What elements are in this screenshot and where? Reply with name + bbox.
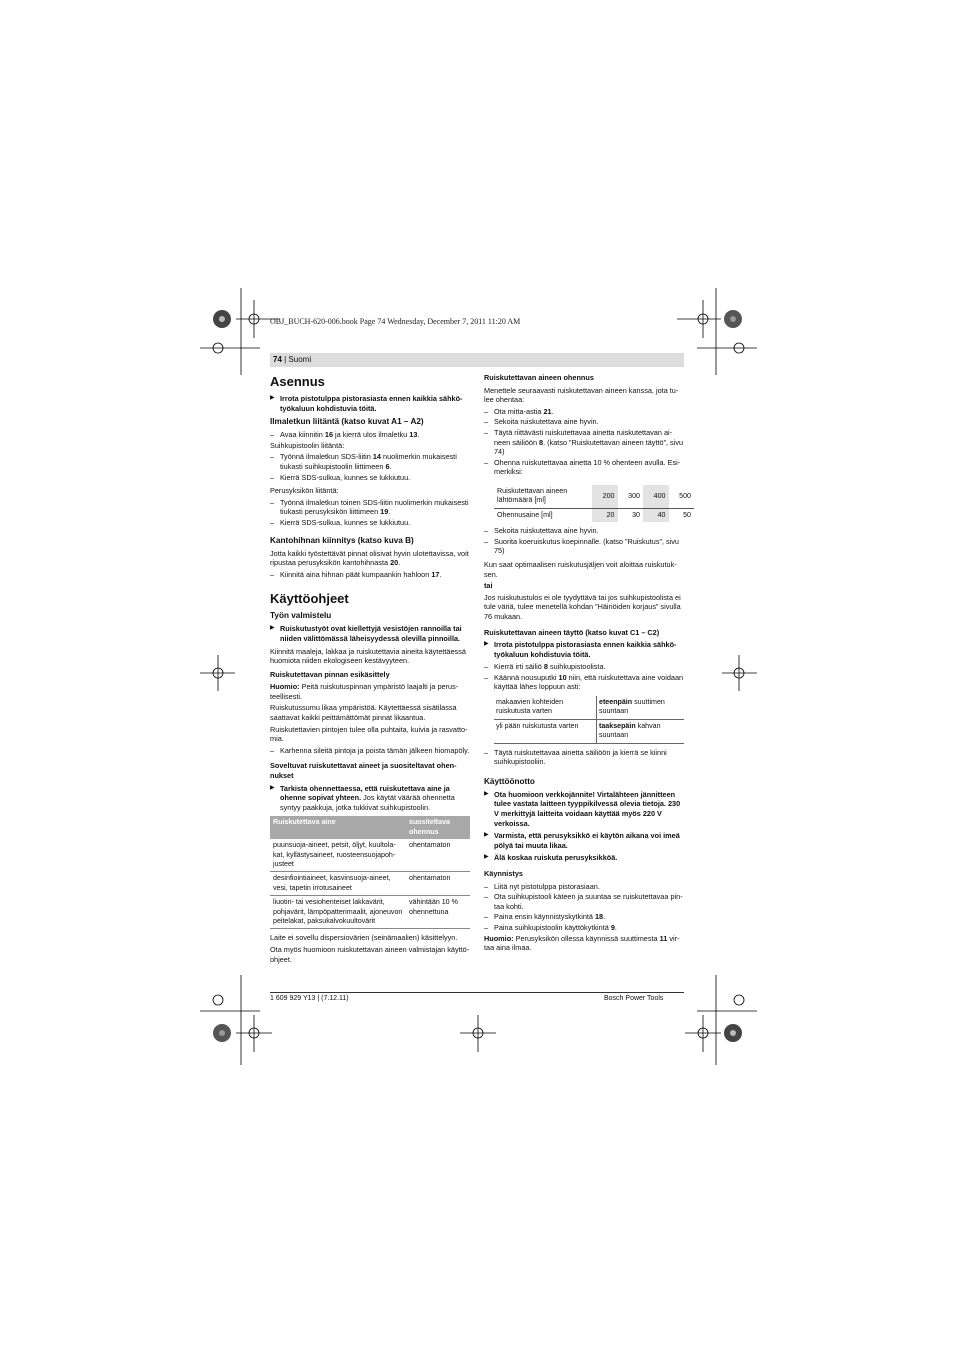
bullet-triangle-icon: ▶ bbox=[484, 832, 489, 839]
footer-doc-number: 1 609 929 Y13 | (7.12.11) bbox=[270, 995, 349, 1002]
page-number: 74 bbox=[273, 355, 282, 364]
list-item: – Sekoita ruiskutettava aine hyvin. bbox=[484, 417, 599, 427]
warning-unplug: ▶ Irrota pistotulppa pistorasiasta ennen kaikkia sähkötyökaluun kohdistuvia töitä. bbox=[270, 394, 463, 413]
document-meta-line: OBJ_BUCH-620-006.book Page 74 Wednesday, December 7, 2011 11:20 AM bbox=[270, 317, 521, 326]
list-item: – Täytä riittävästi ruiskutettavaa ainetta ruiskutettavan aineen säiliöön 8. (katso ”Ruiskutettavan aineen täyttö”, sivu 74) bbox=[484, 427, 684, 457]
heading-kayttoohjeet: Käyttöohjeet bbox=[270, 591, 349, 607]
list-item: – Kiinnitä aina hihnan päät kumpaankin hahloon 17. bbox=[270, 569, 442, 579]
subheading-kaynnistys: Käynnistys bbox=[484, 869, 523, 879]
section-name: | Suomi bbox=[281, 355, 312, 364]
list-item: – Työnnä ilmaletkun toinen SDS-liitin nuolimerkin mukaisesti tiukasti perusyksikön liittimeen 19. bbox=[270, 497, 469, 517]
warning-unplug: ▶ Irrota pistotulppa pistorasiasta ennen kaikkia sähkötyökaluun kohdistuvia töitä. bbox=[484, 640, 677, 659]
list-item: – Kierrä SDS-sulkua, kunnes se lukkiutuu. bbox=[270, 472, 411, 482]
bullet-triangle-icon: ▶ bbox=[270, 395, 275, 401]
page-header bbox=[273, 355, 311, 364]
warning-waters: ▶ Ruiskutustyöt ovat kiellettyjä vesistöjen rannoilla tai niiden välittömässä läheisyydessä olevilla pinnoilla. bbox=[270, 624, 462, 643]
subheading-pinnan: Ruiskutettavan pinnan esikäsittely bbox=[270, 669, 390, 679]
subheading-soveltuvat: Soveltuvat ruiskutettavat aineet ja suositeltavat ohennukset bbox=[270, 761, 457, 781]
subheading-ohennus: Ruiskutettavan aineen ohennus bbox=[484, 373, 594, 382]
paragraph: Ruiskutettavien pintojen tulee olla puhtaita, kuivia ja rasvattomia. bbox=[270, 724, 468, 744]
list-item: – Liitä nyt pistotulppa pistorasiaan. bbox=[484, 881, 600, 891]
bullet-triangle-icon: ▶ bbox=[270, 784, 275, 791]
warning-voltage: ▶ Ota huomioon verkkojännite! Virtalähteen jännitteen tulee vastata laitteen tyyppikilvessä olevia tietoja. 230 V merkittyjä laitteita voidaan käyttää myös 220 V verkoissa. bbox=[484, 789, 681, 828]
table-row: yli pään ruiskutusta varten taaksepäin kahvan suuntaan bbox=[494, 719, 684, 743]
list-item: – Paina ensin käynnistyskytkintä 18. bbox=[484, 912, 606, 922]
paragraph: Kun saat optimaalisen ruiskutusjäljen voit aloittaa ruiskutuksen. bbox=[484, 559, 677, 579]
paragraph: Ota myös huomioon ruiskutettavan aineen valmistajan käyttöohjeet. bbox=[270, 945, 470, 964]
list-item: – Täytä ruiskutettavaa ainetta säiliöön ja kierrä se kiinni suihkupistooliin. bbox=[484, 747, 667, 767]
table-header-cell: Ruiskutettava aine bbox=[270, 816, 406, 839]
list-item: – Kierrä SDS-sulkua, kunnes se lukkiutuu. bbox=[270, 517, 411, 527]
paragraph: Laite ei sovellu dispersiovärien (seinämaalien) käsittelyyn. bbox=[270, 933, 458, 943]
list-item: – Karhenna sileitä pintoja ja poista tämän jälkeen hiomapöly. bbox=[270, 745, 470, 755]
bullet-triangle-icon: ▶ bbox=[484, 854, 489, 861]
heading-kantohihna: Kantohihnan kiinnitys (katso kuva B) bbox=[270, 535, 414, 545]
paragraph: Kiinnitä maaleja, lakkaa ja ruiskutettavia aineita käytettäessä huomiota niiden ekologiseen kestävyyteen. bbox=[270, 646, 466, 666]
paragraph: Jotta kaikki työstettävät pinnat olisivat hyvin ulotettavissa, voit ripustaa perusyksikön kantohihnasta 20. bbox=[270, 548, 469, 568]
heading-asennus: Asennus bbox=[270, 374, 325, 389]
table-row: Ohennusaine [ml] 20 30 40 50 bbox=[494, 508, 694, 522]
paragraph: Suihkupistoolin liitäntä: bbox=[270, 440, 345, 450]
table-row: puunsuoja-aineet, petsit, öljyt, kuultolakat, kyllästysaineet, ruosteensuojapohjusteet ohentamaton bbox=[270, 839, 470, 872]
table-row: liuotin- tai vesiohenteiset lakkavärit, pohjavärit, lämpöpatterimaalit, ajoneuvon peitelakat, paksukalvokuultovärit vähintään 10 % ohennettuna bbox=[270, 896, 470, 929]
paragraph: Huomio: Perusyksikön ollessa käynnissä suuttimesta 11 virtaa aina ilmaa. bbox=[484, 933, 680, 953]
list-item: – Kierrä irti säiliö 8 suihkupistoolista. bbox=[484, 662, 606, 672]
paragraph: Huomio: Peitä ruiskutuspinnan ympäristö laajalti ja perusteellisesti. bbox=[270, 682, 459, 701]
bullet-triangle-icon: ▶ bbox=[270, 625, 275, 632]
table-row: Ruiskutettavan aineen lähtömäärä [ml] 200 300 400 500 bbox=[494, 485, 694, 508]
table-header-row bbox=[270, 816, 470, 839]
paragraph: Perusyksikön liitäntä: bbox=[270, 486, 339, 496]
subheading-taytto: Ruiskutettavan aineen täyttö (katso kuvat C1 – C2) bbox=[484, 627, 660, 637]
page-header-band bbox=[270, 353, 684, 367]
heading-tyon-valmistelu: Työn valmistelu bbox=[270, 611, 332, 621]
list-item: – Sekoita ruiskutettava aine hyvin. bbox=[484, 526, 599, 536]
warning-dust: ▶ Varmista, että perusyksikkö ei käytön aikana voi imeä pölyä tai muuta likaa. bbox=[484, 831, 680, 850]
paragraph: Ruiskutussumu likaa ympäristöä. Käytettäessä sisätilassa saattavat kaikki peittämättömät pinnat likaantua. bbox=[270, 703, 457, 723]
list-item: – Paina suihkupistoolin käyttökytkintä 9. bbox=[484, 923, 617, 932]
left-column bbox=[270, 374, 470, 966]
heading-kayttoonotto: Käyttöönotto bbox=[484, 776, 535, 786]
bullet-triangle-icon: ▶ bbox=[484, 641, 489, 648]
warning-no-spray-unit: ▶ Älä koskaa ruiskuta perusyksikköä. bbox=[484, 853, 618, 863]
right-column bbox=[484, 373, 691, 955]
table-header-cell: suositeltava ohennus bbox=[406, 816, 470, 839]
materials-table bbox=[270, 816, 470, 929]
heading-ilmaletku: Ilmaletkun liitäntä (katso kuvat A1 – A2) bbox=[270, 417, 424, 427]
dilution-table bbox=[494, 485, 694, 522]
warning-thinner: ▶ Tarkista ohennettaessa, että ruiskutettava aine ja ohenne sopivat yhteen. Jos käytät väärää ohennetta syntyy paakkuja, jotka tukkivat suihkupistoolin. bbox=[270, 783, 455, 812]
list-item: – Suorita koeruiskutus koepinnalle. (katso ”Ruiskutus”, sivu 75) bbox=[484, 536, 679, 556]
footer-rule bbox=[270, 992, 684, 993]
paragraph: tai bbox=[484, 581, 493, 591]
list-item: – Ota suihkupistooli käteen ja suuntaa se ruiskutettavaa pintaa kohti. bbox=[484, 892, 683, 911]
table-row: desinfiointiaineet, kasvinsuoja-aineet, vesi, tapetin irrotusaineet ohentamaton bbox=[270, 872, 470, 896]
footer-brand: Bosch Power Tools bbox=[604, 995, 664, 1002]
list-item: – Työnnä ilmaletkun SDS-liitin 14 nuolimerkin mukaisesti tiukasti suihkupistoolin liittimeen 6. bbox=[270, 452, 457, 471]
list-item: – Avaa kiinnitin 16 ja kierrä ulos ilmaletku 13. bbox=[270, 430, 420, 440]
table-row: makaavien kohteiden ruiskutusta varten eteenpäin suuttimen suuntaan bbox=[494, 696, 684, 719]
bullet-triangle-icon: ▶ bbox=[484, 790, 489, 797]
list-item: – Ota mitta-astia 21. bbox=[484, 406, 554, 416]
paragraph: Jos ruiskutustulos ei ole tyydyttävä tai jos suihkupistoolista ei tule väriä, tulee menetellä kohdan ”Häiriöiden korjaus” sivulla 76 mukaan. bbox=[484, 592, 681, 621]
list-item: – Ohenna ruiskutettavaa ainetta 10 % ohenteen avulla. Esimerkiksi: bbox=[484, 457, 681, 477]
paragraph: Menettele seuraavasti ruiskutettavan aineen kanssa, jota tulee ohentaa: bbox=[484, 385, 679, 405]
list-item: – Käännä nousuputki 10 niin, että ruiskutettava aine voidaan käyttää lähes loppuun asti: bbox=[484, 672, 684, 692]
riser-tube-table bbox=[494, 696, 684, 744]
